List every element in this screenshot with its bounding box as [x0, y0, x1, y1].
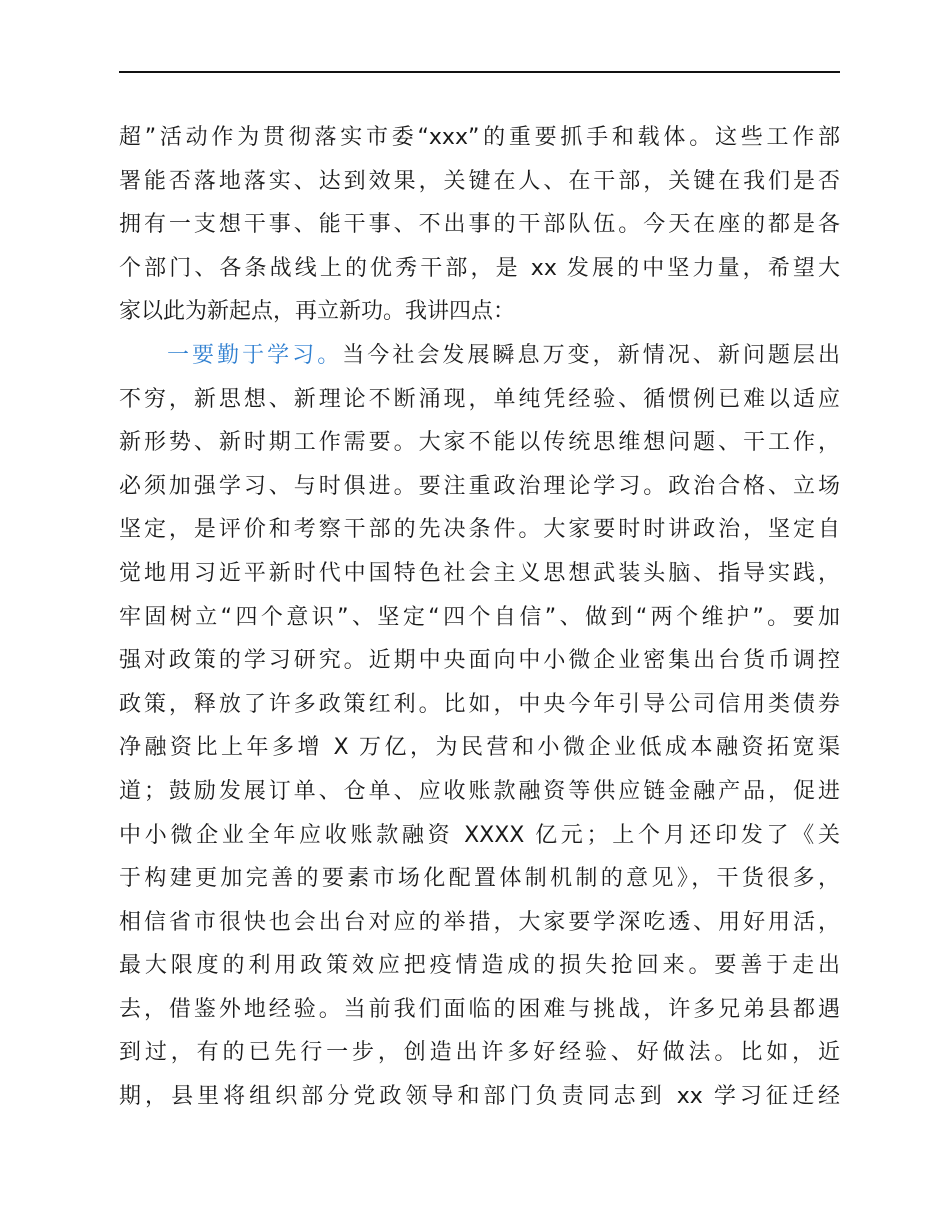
text-line: 于构建更加完善的要素市场化配置体制机制的意见》，干货很多，: [119, 866, 840, 892]
text-line: 净融资比上年多增 X 万亿，为民营和小微企业低成本融资拓宽渠: [119, 735, 840, 761]
text-line: 觉地用习近平新时代中国特色社会主义思想武装头脑、指导实践，: [119, 560, 840, 586]
text-line-rest: 当今社会发展瞬息万变，新情况、新问题层出: [342, 342, 840, 368]
body-text: [119, 116, 840, 1119]
text-line: 相信省市很快也会出台对应的举措，大家要学深吃透、用好用活，: [119, 909, 840, 935]
text-line: 家以此为新起点，再立新功。我讲四点：: [119, 299, 516, 325]
text-line: 到过，有的已先行一步，创造出许多好经验、好做法。比如，近: [119, 1040, 840, 1066]
text-line: 强对政策的学习研究。近期中央面向中小微企业密集出台货币调控: [119, 648, 840, 674]
section-heading: 一要勤于学习。: [167, 342, 343, 368]
text-line: 超”活动作为贯彻落实市委“xxx”的重要抓手和载体。这些工作部: [119, 125, 840, 150]
header-rule: [119, 71, 840, 73]
text-line: 道；鼓励发展订单、仓单、应收账款融资等供应链金融产品，促进: [119, 778, 840, 804]
text-line: 去，借鉴外地经验。当前我们面临的困难与挑战，许多兄弟县都遇: [119, 996, 840, 1022]
text-line: 坚定，是评价和考察干部的先决条件。大家要时时讲政治，坚定自: [119, 517, 840, 543]
text-line: 拥有一支想干事、能干事、不出事的干部队伍。今天在座的都是各: [119, 212, 840, 238]
text-line: 个部门、各条战线上的优秀干部，是 xx 发展的中坚力量，希望大: [119, 255, 840, 281]
text-line: 最大限度的利用政策效应把疫情造成的损失抢回来。要善于走出: [119, 953, 840, 979]
section-heading-line: [119, 334, 840, 378]
text-line: 政策，释放了许多政策红利。比如，中央今年引导公司信用类债券: [119, 691, 840, 717]
text-line: 期，县里将组织部分党政领导和部门负责同志到 xx 学习征迁经: [119, 1084, 840, 1110]
text-line: 署能否落地落实、达到效果，关键在人、在干部，关键在我们是否: [119, 168, 840, 194]
text-line: 牢固树立“四个意识”、坚定“四个自信”、做到“两个维护”。要加: [119, 604, 840, 630]
text-line: 中小微企业全年应收账款融资 XXXX 亿元；上个月还印发了《关: [119, 822, 840, 848]
text-line: 不穷，新思想、新理论不断涌现，单纯凭经验、循惯例已难以适应: [119, 386, 840, 412]
text-line: 新形势、新时期工作需要。大家不能以传统思维想问题、干工作，: [119, 430, 840, 456]
text-line: 必须加强学习、与时俱进。要注重政治理论学习。政治合格、立场: [119, 473, 840, 499]
